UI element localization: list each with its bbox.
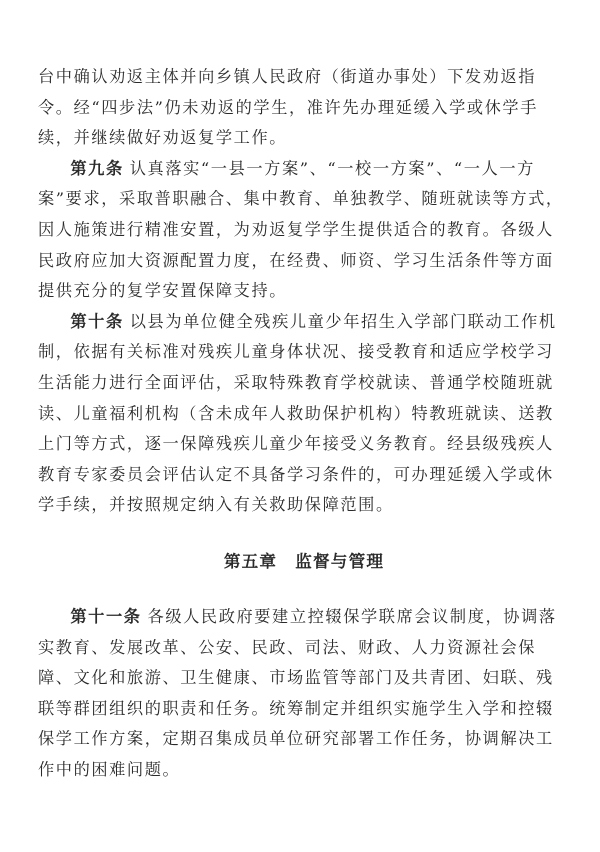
article-9-text: 认真落实“一县一方案”、“一校一方案”、“一人一方案”要求，采取普职融合、集中教育、单独教学、随班就读等方式，因人施策进行精准安置，为劝返复学学生提供适合的教育。各级人民政府应加大资源配置力度，在经费、师资、学习生活条件等方面提供充分的复学安置保障支持。 xyxy=(38,158,564,301)
article-11-number: 第十一条 xyxy=(70,606,142,626)
paragraph-continuation: 台中确认劝返主体并向乡镇人民政府（街道办事处）下发劝返指令。经“四步法”仍未劝返的学生，准许先办理延缓入学或休学手续，并继续做好劝返复学工作。 xyxy=(38,67,539,148)
article-11 xyxy=(38,602,570,786)
article-9 xyxy=(38,154,570,307)
chapter-heading xyxy=(38,547,570,577)
article-9-number: 第九条 xyxy=(70,158,124,178)
article-10 xyxy=(38,307,570,521)
chapter-title: 监督与管理 xyxy=(295,551,385,571)
article-10-number: 第十条 xyxy=(70,311,124,331)
chapter-number: 第五章 xyxy=(223,551,278,571)
article-10-text: 以县为单位健全残疾儿童少年招生入学部门联动工作机制，依据有关标准对残疾儿童身体状况、接受教育和适应学校学习生活能力进行全面评估，采取特殊教育学校就读、普通学校随班就读、儿童福利机构（含未成年人救助保护机构）特教班就读、送教上门等方式，逐一保障残疾儿童少年接受义务教育。经县级残疾人教育专家委员会评估认定不具备学习条件的，可办理延缓入学或休学手续，并按照规定纳入有关救助保障范围。 xyxy=(38,311,557,515)
article-11-text: 各级人民政府要建立控辍保学联席会议制度，协调落实教育、发展改革、公安、民政、司法、财政、人力资源社会保障、文化和旅游、卫生健康、市场监管等部门及共青团、妇联、残联等群团组织的职责和任务。统筹制定并组织实施学生入学和控辍保学工作方案，定期召集成员单位研究部署工作任务，协调解决工作中的困难问题。 xyxy=(38,606,557,779)
